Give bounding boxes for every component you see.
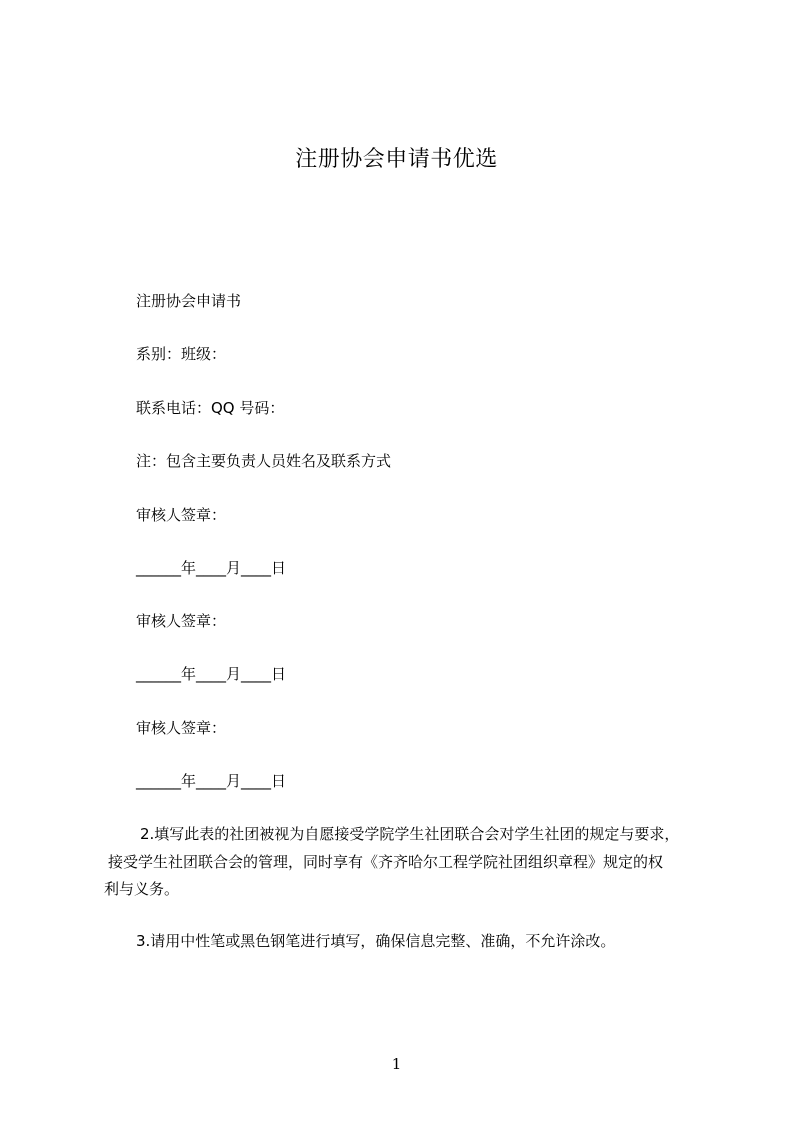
instruction-2-line3: 利与义务。: [104, 880, 180, 898]
document-title: 注册协会申请书优选: [295, 147, 498, 172]
date-line-2: ______年____月____日: [136, 665, 287, 683]
note-line: 注：包含主要负责人员姓名及联系方式: [136, 452, 392, 470]
page-number: 1: [391, 1055, 402, 1073]
contact-line: 联系电话：QQ 号码：: [136, 399, 285, 417]
instruction-3: 3.请用中性笔或黑色钢笔进行填写，确保信息完整、准确，不允许涂改。: [136, 932, 616, 950]
form-heading: 注册协会申请书: [136, 292, 242, 310]
instruction-2-line1: 2.填写此表的社团被视为自愿接受学院学生社团联合会对学生社团的规定与要求，: [140, 825, 680, 843]
instruction-2-line2: 接受学生社团联合会的管理，同时享有《齐齐哈尔工程学院社团组织章程》规定的权: [108, 853, 664, 871]
reviewer-signature-3: 审核人签章：: [136, 719, 227, 737]
date-line-1: ______年____月____日: [136, 559, 287, 577]
reviewer-signature-2: 审核人签章：: [136, 612, 227, 630]
reviewer-signature-1: 审核人签章：: [136, 506, 227, 524]
date-line-3: ______年____月____日: [136, 772, 287, 790]
department-class-line: 系别：班级：: [136, 345, 227, 363]
